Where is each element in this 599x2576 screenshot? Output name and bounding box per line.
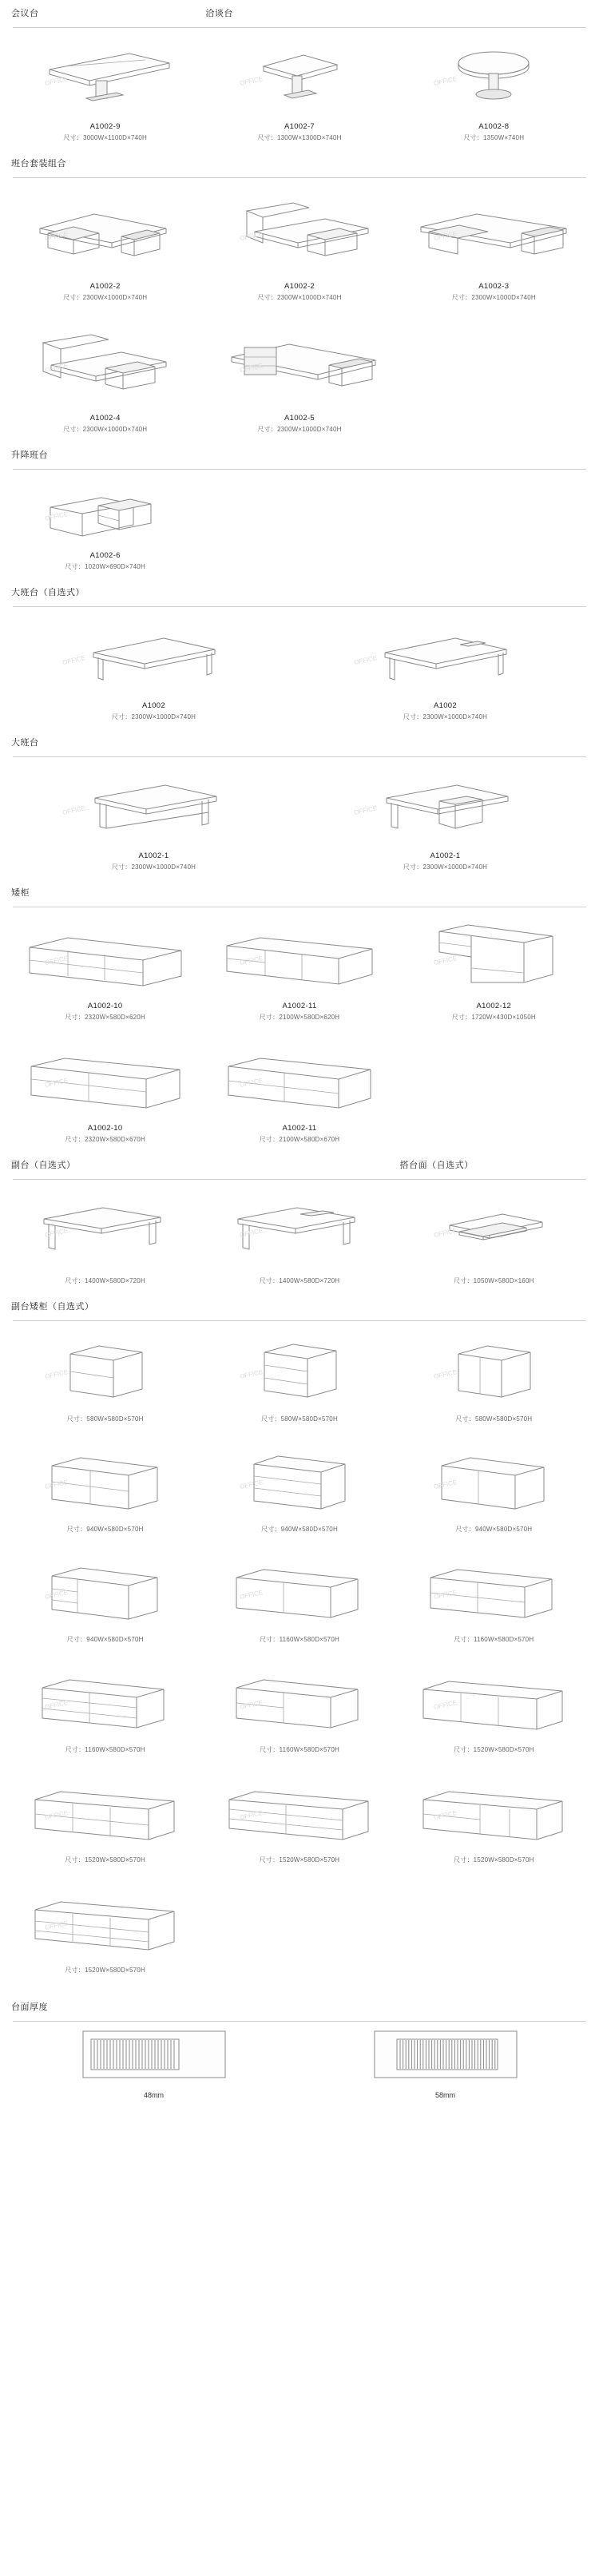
product-code: A1002-12 bbox=[476, 1002, 512, 1010]
product-code: A1002-3 bbox=[478, 282, 510, 291]
product-dimension: 尺寸：940W×580D×570H bbox=[261, 1526, 338, 1533]
watermark: OFFICE bbox=[44, 955, 69, 967]
watermark: OFFICE bbox=[433, 75, 458, 88]
product-dimension: 尺寸：2300W×1000D×740H bbox=[111, 713, 196, 720]
product-image-side1 bbox=[11, 1185, 199, 1271]
product-image-sc-g bbox=[11, 1546, 199, 1633]
watermark: OFFICE bbox=[44, 1227, 69, 1240]
product-dimension: 尺寸：1400W×580D×720H bbox=[259, 1277, 340, 1284]
product-dimension: 尺寸：940W×580D×570H bbox=[66, 1526, 144, 1533]
product-code: A1002-4 bbox=[89, 414, 121, 423]
empty-cell bbox=[397, 310, 591, 442]
product-image-lift-desk bbox=[11, 474, 199, 548]
meeting-grid bbox=[8, 28, 591, 150]
product-image-boss-leg2 bbox=[303, 762, 588, 848]
product-dimension: 尺寸：1160W×580D×570H bbox=[260, 1636, 339, 1643]
product-dimension: 尺寸：2300W×1000D×740H bbox=[63, 294, 148, 301]
product-dimension: 尺寸：1720W×430D×1050H bbox=[451, 1014, 536, 1021]
side-grid bbox=[8, 1180, 591, 1293]
empty-cell bbox=[202, 470, 396, 579]
section-title-thickness: 台面厚度 bbox=[11, 2002, 48, 2012]
product-cell[interactable] bbox=[202, 907, 396, 1030]
product-dimension: 尺寸：2100W×580D×620H bbox=[259, 1014, 340, 1021]
watermark: OFFICE bbox=[61, 804, 87, 817]
product-dimension: 尺寸：580W×580D×570H bbox=[261, 1415, 338, 1423]
product-image-conf-square bbox=[205, 33, 393, 119]
section-title-meeting: 会议台 bbox=[11, 9, 39, 18]
product-cell[interactable] bbox=[202, 28, 396, 150]
watermark: OFFICE bbox=[44, 1589, 69, 1602]
product-dimension: 尺寸：1160W×580D×570H bbox=[454, 1636, 534, 1643]
product-image-sc-k bbox=[205, 1657, 393, 1743]
product-dimension: 尺寸：1520W×580D×570H bbox=[454, 1856, 534, 1864]
boss-grid bbox=[8, 757, 591, 879]
product-cell[interactable] bbox=[202, 178, 396, 310]
product-code: A1002-6 bbox=[89, 551, 121, 560]
suite-grid bbox=[8, 178, 591, 442]
thickness-label: 58mm bbox=[434, 2091, 455, 2099]
product-dimension: 尺寸：1050W×580D×160H bbox=[454, 1277, 534, 1284]
watermark: OFFICE bbox=[239, 362, 264, 375]
product-code: A1002-9 bbox=[89, 122, 121, 131]
section-title-side: 副台（自选式） bbox=[11, 1161, 76, 1170]
product-cell[interactable] bbox=[397, 28, 591, 150]
product-image-side2 bbox=[205, 1185, 393, 1271]
watermark: OFFICE bbox=[239, 1589, 264, 1602]
product-cell[interactable] bbox=[8, 28, 202, 150]
section-title-lift: 升降班台 bbox=[11, 451, 48, 460]
watermark: OFFICE bbox=[239, 1368, 264, 1381]
product-cell[interactable] bbox=[397, 907, 591, 1030]
empty-cell bbox=[397, 1030, 591, 1152]
product-cell[interactable] bbox=[397, 1180, 591, 1293]
product-cell[interactable] bbox=[8, 178, 202, 310]
section-side-cabinet bbox=[0, 1293, 599, 1983]
product-cell[interactable] bbox=[397, 1762, 591, 1872]
product-code: A1002 bbox=[142, 701, 165, 710]
product-dimension: 尺寸：1160W×580D×570H bbox=[260, 1746, 339, 1753]
product-image-conf-round bbox=[400, 33, 588, 119]
product-dimension: 尺寸：1300W×1300D×740H bbox=[257, 134, 342, 141]
lift-grid bbox=[8, 470, 591, 579]
product-image-sc-d bbox=[11, 1436, 199, 1522]
watermark: OFFICE bbox=[44, 510, 69, 522]
product-cell[interactable] bbox=[202, 1030, 396, 1152]
product-cell[interactable] bbox=[202, 1542, 396, 1652]
section-boss bbox=[0, 729, 599, 879]
section-side bbox=[0, 1152, 599, 1293]
product-cell[interactable] bbox=[8, 607, 300, 729]
product-dimension: 尺寸：1350W×740H bbox=[463, 134, 525, 141]
section-title-cabinet: 矮柜 bbox=[11, 888, 30, 898]
product-dimension: 尺寸：940W×580D×570H bbox=[66, 1636, 144, 1643]
product-code: A1002-11 bbox=[282, 1124, 317, 1133]
product-cell[interactable] bbox=[8, 757, 300, 879]
product-cell[interactable] bbox=[397, 1431, 591, 1542]
product-image-cab-long2 bbox=[205, 912, 393, 998]
product-image-boss-leg bbox=[11, 762, 296, 848]
product-cell[interactable] bbox=[8, 1030, 202, 1152]
product-image-boss-plain bbox=[11, 612, 296, 698]
product-cell[interactable] bbox=[8, 310, 202, 442]
product-dimension: 尺寸：1400W×580D×720H bbox=[65, 1277, 145, 1284]
product-dimension: 尺寸：1520W×580D×570H bbox=[259, 1856, 340, 1864]
product-dimension: 尺寸：1020W×690D×740H bbox=[65, 563, 145, 570]
watermark: OFFICE bbox=[433, 1479, 458, 1491]
watermark: OFFICE bbox=[239, 1077, 264, 1090]
product-dimension: 尺寸：2300W×1000D×740H bbox=[111, 863, 196, 871]
section-title-suite: 班台套装组合 bbox=[11, 159, 66, 169]
product-image-sc-e bbox=[205, 1436, 393, 1522]
product-dimension: 尺寸：2300W×1000D×740H bbox=[63, 426, 148, 433]
thickness-cell[interactable] bbox=[8, 2026, 300, 2099]
empty-cell bbox=[397, 470, 591, 579]
watermark: OFFICE bbox=[239, 75, 264, 88]
product-code: A1002-2 bbox=[89, 282, 121, 291]
watermark: OFFICE bbox=[433, 1227, 458, 1240]
product-cell[interactable] bbox=[397, 1652, 591, 1762]
product-image-suite-l4 bbox=[11, 315, 199, 411]
product-dimension: 尺寸：2100W×580D×670H bbox=[259, 1136, 340, 1143]
thickness-image-48 bbox=[78, 2026, 230, 2086]
watermark: OFFICE bbox=[44, 1699, 69, 1712]
product-cell[interactable] bbox=[8, 1872, 202, 1983]
watermark: OFFICE bbox=[433, 1589, 458, 1602]
section-cabinet bbox=[0, 879, 599, 1152]
product-image-cab-long1 bbox=[11, 912, 199, 998]
product-dimension: 尺寸：940W×580D×570H bbox=[455, 1526, 533, 1533]
product-dimension: 尺寸：2300W×1000D×740H bbox=[257, 294, 342, 301]
section-title-toptable: 搭台面（自选式） bbox=[399, 1161, 474, 1170]
product-code: A1002-1 bbox=[138, 851, 169, 860]
watermark: OFFICE bbox=[44, 1368, 69, 1381]
product-dimension: 尺寸：2300W×1000D×740H bbox=[451, 294, 536, 301]
product-dimension: 尺寸：580W×580D×570H bbox=[455, 1415, 533, 1423]
product-code: A1002-10 bbox=[87, 1002, 123, 1010]
product-image-sc-l bbox=[400, 1657, 588, 1743]
product-image-cab-long4 bbox=[205, 1034, 393, 1121]
product-cell[interactable] bbox=[202, 1321, 396, 1431]
product-dimension: 尺寸：2320W×580D×670H bbox=[65, 1136, 145, 1143]
watermark: OFFICE bbox=[239, 230, 264, 243]
product-dimension: 尺寸：1160W×580D×570H bbox=[65, 1746, 145, 1753]
section-lift bbox=[0, 442, 599, 579]
watermark: OFFICE bbox=[239, 955, 264, 967]
empty-cell bbox=[397, 1872, 591, 1983]
watermark: OFFICE bbox=[239, 1479, 264, 1491]
product-image-suite-l3 bbox=[400, 183, 588, 279]
watermark: OFFICE bbox=[61, 654, 87, 667]
section-title-boss-optional: 大班台（自选式） bbox=[11, 588, 85, 597]
side-cabinet-grid bbox=[8, 1321, 591, 1983]
product-dimension: 尺寸：1520W×580D×570H bbox=[454, 1746, 534, 1753]
product-dimension: 尺寸：1520W×580D×570H bbox=[65, 1856, 145, 1864]
product-image-boss-plain2 bbox=[303, 612, 588, 698]
product-image-toptable bbox=[400, 1185, 588, 1271]
watermark: OFFICE bbox=[44, 75, 69, 88]
watermark: OFFICE bbox=[239, 1809, 264, 1822]
product-cell[interactable] bbox=[397, 178, 591, 310]
product-dimension: 尺寸：2300W×1000D×740H bbox=[403, 863, 488, 871]
product-dimension: 尺寸：2300W×1000D×740H bbox=[403, 713, 488, 720]
product-cell[interactable] bbox=[8, 1652, 202, 1762]
product-cell[interactable] bbox=[8, 1180, 202, 1293]
section-title-boss: 大班台 bbox=[11, 738, 39, 748]
product-image-sc-h bbox=[205, 1546, 393, 1633]
product-dimension: 尺寸：2320W×580D×620H bbox=[65, 1014, 145, 1021]
product-cell[interactable] bbox=[202, 1652, 396, 1762]
product-image-suite-l1 bbox=[11, 183, 199, 279]
product-cell[interactable] bbox=[8, 1762, 202, 1872]
product-code: A1002-1 bbox=[430, 851, 461, 860]
product-cell[interactable] bbox=[202, 1431, 396, 1542]
cabinet-grid bbox=[8, 907, 591, 1152]
thickness-cell[interactable] bbox=[300, 2026, 591, 2099]
product-cell[interactable] bbox=[397, 1321, 591, 1431]
product-cell[interactable] bbox=[202, 310, 396, 442]
product-image-conf-rect bbox=[11, 33, 199, 119]
product-cell[interactable] bbox=[8, 907, 202, 1030]
section-thickness bbox=[0, 1994, 599, 2115]
product-cell[interactable] bbox=[202, 1762, 396, 1872]
product-code: A1002-8 bbox=[478, 122, 510, 131]
product-cell[interactable] bbox=[8, 1542, 202, 1652]
product-cell[interactable] bbox=[8, 1321, 202, 1431]
watermark: OFFICE bbox=[433, 1368, 458, 1381]
product-image-suite-l5 bbox=[205, 315, 393, 411]
section-suite bbox=[0, 150, 599, 442]
section-meeting bbox=[0, 0, 599, 150]
watermark: OFFICE bbox=[44, 230, 69, 243]
watermark: OFFICE bbox=[433, 1809, 458, 1822]
product-image-sc-a bbox=[11, 1326, 199, 1412]
product-dimension: 尺寸：580W×580D×570H bbox=[66, 1415, 144, 1423]
product-cell[interactable] bbox=[300, 757, 591, 879]
product-code: A1002-11 bbox=[282, 1002, 317, 1010]
watermark: OFFICE bbox=[353, 804, 379, 817]
thickness-label: 48mm bbox=[143, 2091, 164, 2099]
product-image-cab-long3 bbox=[11, 1034, 199, 1121]
product-image-cab-tall bbox=[400, 912, 588, 998]
product-cell[interactable] bbox=[8, 1431, 202, 1542]
product-dimension: 尺寸：3000W×1100D×740H bbox=[63, 134, 147, 141]
watermark: OFFICE bbox=[44, 1809, 69, 1822]
product-image-sc-c bbox=[400, 1326, 588, 1412]
product-code: A1002-7 bbox=[284, 122, 315, 131]
watermark: OFFICE bbox=[433, 955, 458, 967]
section-title-side-cabinet: 副台矮柜（自选式） bbox=[11, 1302, 94, 1312]
empty-cell bbox=[202, 1872, 396, 1983]
section-title-negotiation: 洽谈台 bbox=[205, 9, 233, 18]
product-cell[interactable] bbox=[202, 1180, 396, 1293]
product-cell[interactable] bbox=[8, 470, 202, 579]
product-image-sc-b bbox=[205, 1326, 393, 1412]
watermark: OFFICE bbox=[44, 1919, 69, 1932]
product-image-sc-p bbox=[11, 1877, 199, 1963]
product-image-sc-o bbox=[400, 1767, 588, 1853]
watermark: OFFICE bbox=[433, 1699, 458, 1712]
product-image-sc-m bbox=[11, 1767, 199, 1853]
section-boss-optional bbox=[0, 579, 599, 729]
watermark: OFFICE bbox=[239, 1227, 264, 1240]
product-code: A1002-2 bbox=[284, 282, 315, 291]
boss-optional-grid bbox=[8, 607, 591, 729]
product-image-sc-n bbox=[205, 1767, 393, 1853]
watermark: OFFICE bbox=[353, 654, 379, 667]
product-code: A1002 bbox=[434, 701, 457, 710]
product-cell[interactable] bbox=[300, 607, 591, 729]
product-cell[interactable] bbox=[397, 1542, 591, 1652]
watermark: OFFICE bbox=[44, 362, 69, 375]
product-image-sc-j bbox=[11, 1657, 199, 1743]
product-dimension: 尺寸：2300W×1000D×740H bbox=[257, 426, 342, 433]
thickness-image-58 bbox=[370, 2026, 522, 2086]
watermark: OFFICE bbox=[44, 1479, 69, 1491]
product-image-sc-i bbox=[400, 1546, 588, 1633]
watermark: OFFICE bbox=[433, 230, 458, 243]
thickness-grid bbox=[8, 2022, 591, 2115]
product-dimension: 尺寸：1520W×580D×570H bbox=[65, 1967, 145, 1974]
watermark: OFFICE bbox=[239, 1699, 264, 1712]
product-code: A1002-5 bbox=[284, 414, 315, 423]
product-code: A1002-10 bbox=[87, 1124, 123, 1133]
watermark: OFFICE bbox=[44, 1077, 69, 1090]
product-image-sc-f bbox=[400, 1436, 588, 1522]
product-image-suite-l2 bbox=[205, 183, 393, 279]
